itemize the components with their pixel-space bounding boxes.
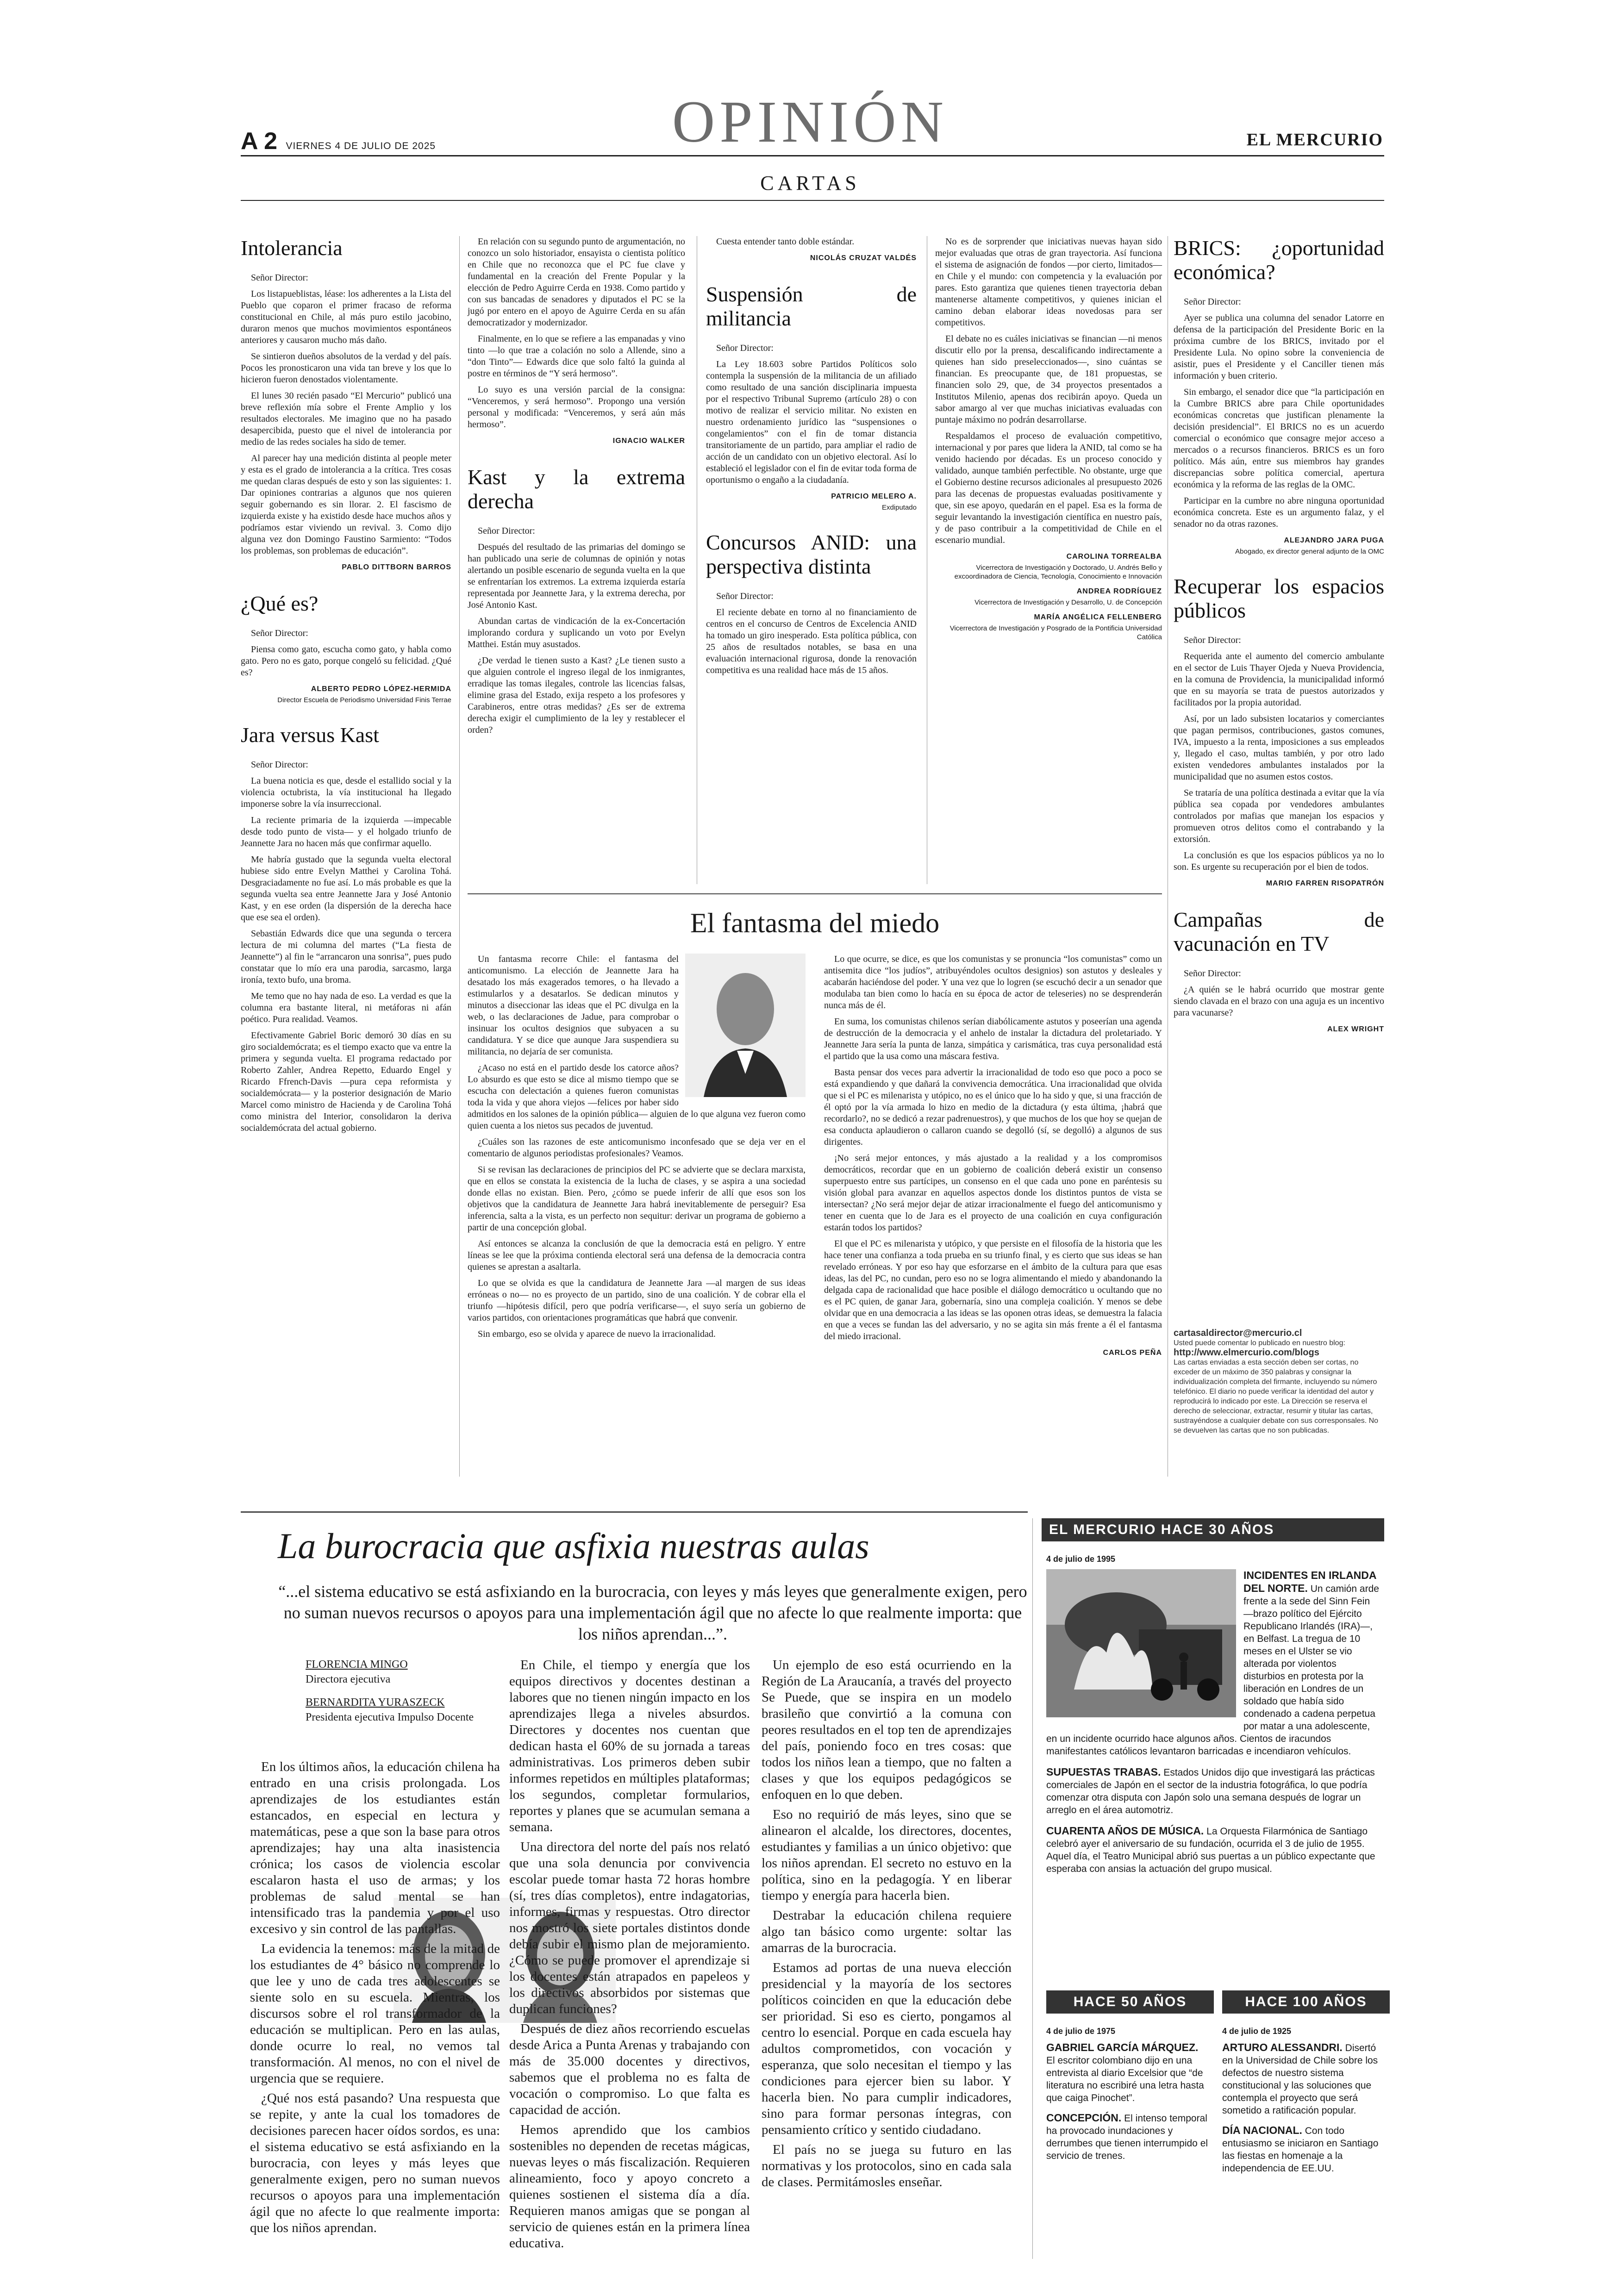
letter-salute: Señor Director: [251,273,308,283]
letter-signature: MARIO FARREN RISOPATRÓN [1266,879,1384,887]
section-title: OPINIÓN [672,89,949,155]
letter-paragraph: Me temo que no hay nada de eso. La verdad es que la columna era bastante literal, ni metáforas ni afán poético. Pura realidad. Veamos. [241,991,451,1024]
editorial-paragraph: Un ejemplo de eso está ocurriendo en la Región de La Araucanía, a través del proyecto Se Puede, que se inspira en un modelo brasileño que convirtió a la comuna con peores resultados en el top ten de aprendizajes del país, poniendo foco en tres cosas: que todos los niños lean a tiempo, que no falten a clases y que los equipos pedagógicos se enfoquen en lo que deben. [762,1658,1012,1802]
opinion-column-right [824,954,1162,1360]
column-paragraph: El que el PC es milenarista y utópico, y que persiste en el filosofía de la historia que les hace tener una confianza a toda prueba en su triunfo final, y es cierto que sus ideas se han revelado erróneas. Y por eso hay que esforzarse en el ámbito de la cultura para que esas ideas, las del PC, no cundan, pero eso no se logra alimentando el miedo y abandonando la delgada capa de racionalidad que hace posible el diálogo democrático u ocultando que no es el PC quien, de ganar Jara, gobernaría, sino una compleja coalición. Y menos se debe olvidar que en una democracia a las ideas se las oponen otras ideas, se demuestra la falacia en que a veces se fundan las del adversario, y no se agita sin más frente a él el fantasma del miedo irracional. [824,1239,1162,1341]
column-paragraph: Un fantasma recorre Chile: el fantasma del anticomunismo. La elección de Jeannette Jara ha desatado los más exagerados temores, o ha llevado a estimularlos y a desatarlos. Se dedican minutos y minutos a diseccionar las ideas que el PC divulga en la web, o las declaraciones de Jadue, para comprobar o insinuar los ocultos designios que subyacen a su candidatura. Y se dice que aunque Jara suspendiera su militancia, no dejaría de ser comunista. [468,954,679,1057]
letter-signer-role: Director Escuela de Periodismo Universidad Finis Terrae [277,696,451,704]
letter-paragraph: Abundan cartas de vindicación de la ex-Concertación implorando cordura y suplicando un voto por Evelyn Matthei. Están muy asustados. [468,616,685,649]
letter-signer-role: Abogado, ex director general adjunto de la OMC [1235,548,1384,555]
hace-30-date: 4 de julio de 1995 [1046,1554,1116,1564]
letter-paragraph: Me habría gustado que la segunda vuelta electoral hubiese sido entre Evelyn Matthei y Carolina Tohá. Desgraciadamente no fue así. Lo más probable es que la segunda vuelta sea entre Jeannette Jara y José Antonio Kast, y en ese orden (la dispersión de la derecha hace que ese sea el orden). [241,854,451,923]
letter-paragraph: Requerida ante el aumento del comercio ambulante en el sector de Luis Thayer Ojeda y Nueva Providencia, en la comuna de Providencia, la municipalidad informó que en su mayoría se trata de puestos autorizados y facilitados por la propia autoridad. [1174,651,1384,708]
letter-signature: CAROLINA TORREALBA [1066,553,1162,561]
letter-signature: PATRICIO MELERO A. [831,493,917,500]
letter-title: Jara versus Kast [241,723,379,747]
letter-paragraph: No es de sorprender que iniciativas nuevas hayan sido mejor evaluadas que otras de gran trayectoria. Así funciona el sistema de asignación de fondos —por cierto, limitados— en Chile y el mundo: con competencia y la evaluación por pares. Esto garantiza que quienes tienen trayectoria deban mantenerse altamente competitivos, y quienes inician el camino deban elaborar ideas novedosas para ser competitivos. [935,237,1162,328]
letter-paragraph: La buena noticia es que, desde el estallido social y la violencia octubrista, la vía institucional ha llegado imponerse sobre la vía insurreccional. [241,776,451,809]
letter-intolerancia [241,236,451,573]
letter-paragraph: Se sintieron dueños absolutos de la verdad y del país. Pocos les pronosticaron una vida tan breve y los que lo hicieron fueron denostados violentamente. [241,351,451,385]
blog-link[interactable]: http://www.elmercurio.com/blogs [1174,1347,1319,1358]
letter-title: Campañas de vacunación en TV [1174,908,1384,955]
archive-headline: DÍA NACIONAL. [1222,2124,1302,2136]
column-paragraph: Basta pensar dos veces para advertir la irracionalidad de todo eso que poco a poco se está expandiendo y que dañará la convivencia democrática. Una irracionalidad que olvida que si el PC es milenarista y utópico, no es el único que lo ha sido y que, si una fracción de él optó por la vía armada lo hizo en medio de la dictadura (y esta última, ¡habrá que recordarlo?, no se dedicó a rezar padrenuestros), y que muchos de los que hoy se quejan de esa conducta aplaudieron o callaron cuando se degolló (sí, se degolló) a algunos de sus dirigentes. [824,1067,1162,1147]
column-paragraph: Lo que se olvida es que la candidatura de Jeannette Jara —al margen de sus ideas erróneas o no— no es proyecto de un partido, sino de una coalición. Y de cobrar ella el triunfo —hipótesis difícil, pero que podría verificarse—, el suyo sería un gobierno de varios partidos, con orientaciones programáticas que habrá que convenir. [468,1278,806,1323]
letter-signature: IGNACIO WALKER [612,437,685,445]
hace-50-date: 4 de julio de 1975 [1046,2027,1116,2036]
letters-column-4 [935,236,1162,660]
archive-text: Con todo entusiasmo se iniciaron en Santiago las fiestas en homenaje a la independencia de EE.UU. [1222,2126,1379,2174]
editorial-paragraph: Hemos aprendido que los cambios sostenibles no dependen de recetas mágicas, nuevas leyes o más fiscalización. Requieren alineamiento, foco y apoyo concreto a quienes sostienen el sistema día a día. Requieren manos amigas que se pongan al servicio de quienes están en la primera línea educativa. [509,2122,750,2251]
editorial-paragraph: Una directora del norte del país nos relató que una sola denuncia por convivencia escolar puede tomar hasta 72 horas hombre (sí, tres días completos), entre indagatorias, informes, firmas y respuestas. Otro director nos mostró los siete portales distintos donde debía subir el mismo plan de mejoramiento. ¿Cómo se puede promover el aprendizaje si los docentes están atrapados en papeleos y los directivos absorbidos por sistemas que duplican funciones? [509,1840,750,2016]
column-paragraph: ¡No será mejor entonces, y más ajustado a la realidad y a los compromisos democráticos, recordar que en un gobierno de coalición deberá existir un consenso superpuesto entre sus partícipes, un consenso en el que cada uno pone en paréntesis su visión global para avanzar en aquellos aspectos donde los distintos puntos de vista se intersectan? ¿No será mejor dejar de atizar irracionalmente el fuego del anticomunismo y tener en cuenta que lo de Jara es el proyecto de una coalición en cuya configuración estarán todos los partidos? [824,1153,1162,1233]
letters-column-1 [241,236,451,1139]
letter-title: BRICS: ¿oportunidad económica? [1174,236,1384,284]
letter-title: ¿Qué es? [241,592,319,615]
column-paragraph: Así entonces se alcanza la conclusión de que la democracia está en peligro. Y entre líneas se lee que la próxima contienda electoral será una defensa de la democracia contra quienes se aprestan a asaltarla. [468,1239,806,1272]
letters-column-5 [1174,236,1384,1036]
letter-signature: NICOLÁS CRUZAT VALDÉS [810,254,917,262]
page-number: A 2 [241,128,277,155]
letter-signature: ALEJANDRO JARA PUGA [1284,536,1384,544]
letter-salute: Señor Director: [1184,968,1241,979]
column-paragraph: Lo que ocurre, se dice, es que los comunistas y se pronuncia “los comunistas” como un antisemita dice “los judíos”, atribuyéndoles ocultos designios) son astutos y desleales y acabarán haciéndose del poder. Y una vez que lo logren (se escuchó decir a un senador que modulaba tan bien como lo hacía en su época de actor de teleseries) no se desprenderán nunca más de él. [824,954,1162,1010]
opinion-column-left [468,954,806,1345]
archive-headline: CONCEPCIÓN. [1046,2112,1122,2124]
archive-headline: INCIDENTES EN IRLANDA DEL NORTE. [1243,1569,1376,1594]
letter-salute: Señor Director: [251,760,308,770]
editorial-column-1 [250,1759,500,2240]
column-divider [459,236,460,1477]
letter-paragraph: Así, por un lado subsisten locatarios y comerciantes que pagan permisos, contribuciones, gastos comunes, IVA, impuesto a la renta, imposiciones a sus empleados y, llegado el caso, multas también, y por otro lado existen vendedores ambulantes instalados por la municipalidad que no asumen estos costos. [1174,714,1384,782]
letter-suspension-militancia [706,282,917,512]
archive-headline: SUPUESTAS TRABAS. [1046,1766,1161,1778]
column-paragraph: ¿Acaso no está en el partido desde los catorce años? Lo absurdo es que esto se dice al mismo tiempo que se escucha con delectación a quienes fueron comunistas toda la vida y que ahora viejos —felices por haber sido admitidos en los salones de la opinión pública— alguien de lo que alguna vez fueron como quien cuenta a los nietos sus pecados de juventud. [468,1063,806,1131]
letter-kast-extrema-derecha [468,465,685,736]
column-paragraph: Sin embargo, eso se olvida y aparece de nuevo la irracionalidad. [478,1329,716,1339]
column-paragraph: Si se revisan las declaraciones de principios del PC se advierte que se declara marxista, que en ellos se constata la existencia de la lucha de clases, y se aspira a una sociedad donde ellas no existan. Bien. Pero, ¿cómo se puede inferir de allí que esos son los objetivos que la candidatura de Jeannette Jara habrá inevitablemente de perseguir? Esa inferencia, salta a la vista, es un perfecto non sequitur: derivar un programa de gobierno a partir de una concepción global. [468,1165,806,1233]
letter-signer-role: Vicerrectora de Investigación y Desarrollo, U. de Concepción [974,599,1162,606]
letter-paragraph: Ayer se publica una columna del senador Latorre en defensa de la participación del Presidente Boric en la próxima cumbre de los BRICS, invitado por el Presidente Lula. No opino sobre la conveniencia de asistir, pues el Presidente y el Canciller tienen más información y buen criterio. [1174,313,1384,381]
letter-salute: Señor Director: [1184,297,1241,307]
column-paragraph: ¿Cuáles son las razones de este anticomunismo inconfesado que se deja ver en el comentario de algunos periodistas profesionales? Veamos. [468,1137,806,1159]
column-author: CARLOS PEÑA [1103,1349,1162,1357]
editorial-paragraph: Destrabar la educación chilena requiere algo tan básico como urgente: soltar las amarras de la burocracia. [762,1908,1012,1955]
letter-signer-role: Vicerrectora de Investigación y Doctorado, U. Andrés Bello y excoordinadora de Ciencia, Tecnología, Conocimiento e Innovación [954,564,1162,580]
letter-salute: Señor Director: [251,628,308,638]
letter-que-es [241,592,451,705]
letter-signature: PABLO DITTBORN BARROS [342,563,451,571]
letter-jara-versus-kast [241,723,451,1134]
letter-paragraph: La conclusión es que los espacios públicos ya no lo son. Es urgente su recuperación por el bien de todos. [1174,850,1384,872]
page-header-left [241,127,436,155]
editorial-paragraph: La evidencia la tenemos: más de la mitad de los estudiantes de 4° básico no comprende lo que lee y uno de cada tres adolescentes se siente solo en su escuela. Mientras, los discursos sobre el rol transformador de la educación se multiplican. Pero en las aulas, donde ocurre lo real, no vemos tal transformación. Al menos, no con el nivel de urgencia que se requiere. [250,1941,500,2086]
letter-signature: ALBERTO PEDRO LÓPEZ-HERMIDA [311,685,451,693]
burning-truck-photo-icon [1046,1569,1236,1717]
archive-photo-belfast [1046,1569,1236,1717]
letter-paragraph: El debate no es cuáles iniciativas se financian —ni menos discutir ello por la prensa, descalificando indirectamente a quienes han sido preseleccionados—, sino cuántas se financian. Es preocupante que, de 181 propuestas, se financien solo 29, que, de 34 proyectos presentados a Institutos Milenio, apenas dos recibirán apoyo. Queda un sabor amargo al ver que muchas iniciativas evaluadas con puntaje máximo no podrán desarrollarse. [935,334,1162,425]
letter-title: Intolerancia [241,236,343,260]
contact-box [1174,1328,1384,1435]
letter-title: Kast y la extrema derecha [468,465,685,513]
contact-policy: Las cartas enviadas a esta sección deben ser cortas, no exceder de un máximo de 350 palabras y consignar la individualización completa del firmante, incluyendo su número telefónico. El diario no puede verificar la identidad del autor y reproducirá lo indicado por este. La Dirección se reserva el derecho de seleccionar, extractar, resumir y titular las cartas, sustrayéndose a cualquier debate con sus corresponsales. No se devuelven las cartas que no son publicadas. [1174,1359,1379,1434]
hace-100-date: 4 de julio de 1925 [1222,2027,1292,2036]
hace-100-section [1222,2025,1384,2175]
letter-paragraph: Se trataría de una política destinada a evitar que la vía pública sea copada por vendedores ambulantes controlados por mafias que manejan los espacios y promueven otros delitos como el contrabando y la extorsión. [1174,788,1384,844]
sidebar-divider [1032,1518,1033,2259]
author-portrait-icon [685,954,806,1097]
subsection-rule [241,200,1384,201]
header-rule [241,155,1384,156]
letter-paragraph: En relación con su segundo punto de argumentación, no conozco un solo historiador, ensayista o cientista político en Chile que no reconozca que el PC fue clave y fundamental en la creación del Frente Popular y la elección de Pedro Aguirre Cerda en 1938. Como partido y con sus bancadas de senadores y diputados el PC se la jugó por entero en el apoyo de Aguirre Cerda en su afán democratizador y modernizador. [468,237,685,328]
letter-concursos-anid [706,530,917,676]
letter-espacios-publicos [1174,574,1384,889]
letters-column-2 [468,236,685,741]
column-paragraph: En suma, los comunistas chilenos serían diabólicamente astutos y poseerían una agenda de destrucción de la democracia y el anhelo de instalar la dictadura del proletariado. Y Jeannette Jara sería la punta de lanza, simpática y carismática, tras cuya personalidad está el partido que la usa como una máscara festiva. [824,1017,1162,1061]
letter-salute: Señor Director: [716,343,774,353]
letter-paragraph: Piensa como gato, escucha como gato, y habla como gato. Pero no es gato, porque congeló su felicidad. ¿Qué es? [241,644,451,678]
letter-paragraph: Finalmente, en lo que se refiere a las empanadas y vino tinto —lo que trae a colación no solo a Allende, sino a “don Tinto”— Edwards dice que solo faltó la guinda al postre en términos de “Y será hermoso”. [468,334,685,379]
editorial-paragraph: Después de diez años recorriendo escuelas desde Arica a Punta Arenas y trabajando con más de 35.000 docentes y directivos, sabemos que el problema no es falta de vocación o compromiso. Lo que falta es capacidad de acción. [509,2021,750,2117]
editorial-paragraph: El país no se juega su futuro en las normativas y los protocolos, sino en cada sala de clases. Permitámosles enseñar. [762,2142,1012,2189]
letter-paragraph: Participar en la cumbre no abre ninguna oportunidad económica concreta. Este es un argumento falaz, y el senador no da otras razones. [1174,496,1384,529]
letter-title: Suspensión de militancia [706,282,917,330]
letter-signer-role: Exdiputado [881,504,917,511]
editorial-top-rule [241,1511,1028,1513]
author-role: Directora ejecutiva [306,1673,391,1685]
letter-paragraph: La Ley 18.603 sobre Partidos Políticos solo contempla la suspensión de la militancia de un afiliado como resultado de una sanción disciplinaria impuesta por el respectivo Tribunal Supremo (artículo 28) o con motivo de realizar el servicio militar. No existen en nuestro ordenamiento jurídico las “suspensiones o congelamientos” con el fin de tomar distancia transitoriamente de un partido, para ampliar el radio de acción de un candidato con un objetivo electoral. Así lo estableció el legislador con el fin de evitar toda forma de oportunismo o engaño a la ciudadanía. [706,359,917,485]
editorial-paragraph: Estamos ad portas de una nueva elección presidencial y la mayoría de los sectores políticos coinciden en que la educación debe ser prioridad. Si eso es cierto, pongamos al centro lo esencial. Porque en cada escuela hay adultos comprometidos, con vocación y esperanza, que solo necesitan el tiempo y las condiciones para ejercer bien su labor. Y hacerla bien. No para cumplir indicadores, sino para formar personas íntegras, con pensamiento crítico y sentido ciudadano. [762,1960,1012,2137]
archive-headline: ARTURO ALESSANDRI. [1222,2041,1343,2053]
archive-text: La Orquesta Filarmónica de Santiago celebró ayer el aniversario de su fundación, ocurrida el 3 de julio de 1955. Aquel día, el Teatro Municipal abrió sus puertas a un público expectante que esperaba con ansias la actuación del grupo musical. [1046,1826,1375,1874]
archive-headline: CUARENTA AÑOS DE MÚSICA. [1046,1825,1204,1837]
author-name: FLORENCIA MINGO [306,1659,408,1671]
letter-title: Recuperar los espacios públicos [1174,574,1384,622]
letter-brics [1174,236,1384,556]
letter-paragraph: El lunes 30 recién pasado “El Mercurio” publicó una breve reflexión mía sobre el Frente Amplio y los resultados electorales. Me imagino que no ha pasado desapercibida, puesto que el nivel de intolerancia por medio de las redes sociales ha sido de temer. [241,391,451,447]
archive-text: Estados Unidos dijo que investigará las prácticas comerciales de Japón en el sector de la industria fotográfica, lo que podría comenzar otra disputa con Japón solo una semana después de lograr un arreglo en el área automotriz. [1046,1767,1375,1815]
letter-paragraph: Efectivamente Gabriel Boric demoró 30 días en su giro socialdemócrata; es el tiempo exacto que va entre la primera y segunda vuelta. El programa redactado por Roberto Zahler, Andrea Repetto, Eduardo Engel y Ricardo Ffrench-Davis —pura cepa reformista y socialdemócrata— y la posterior designación de Mario Marcel como ministro de Hacienda y de Carolina Tohá como ministra del Interior, consolidaron la deriva socialdemócrata del actual gobierno. [241,1030,451,1133]
letter-paragraph: Respaldamos el proceso de evaluación competitivo, internacional y por pares que lidera la ANID, tal como se ha venido haciendo por décadas. Es un proceso conocido y validado, aunque también perfectible. No obstante, urge que el Gobierno destine recursos adicionales al presupuesto 2026 para las decenas de propuestas evaluadas positivamente y que, sin ese apoyo, quedarán en el papel. Esa es la forma de seguir levantando la investigación científica en nuestro país, y de paso contribuir a la competitividad de Chile en el escenario mundial. [935,431,1162,545]
letter-paragraph: Sebastián Edwards dice que una segunda o tercera lectura de mi columna del martes (“La fiesta de Jeannette”) al fin le “arrancaron una sonrisa”, pues pudo constatar que lo mío era una parodia, sarcasmo, larga ironía, texto bufo, una broma. [241,929,451,985]
editorial-paragraph: Eso no requirió de más leyes, sino que se alinearon el alcalde, los directores, docentes, estudiantes y familias a un único objetivo: que los niños aprendan. El secreto no estuvo en la política, sino en la pedagogía. Y en liberar tiempo y energía para hacerla bien. [762,1807,1012,1903]
letter-title: Concursos ANID: una perspectiva distinta [706,530,917,578]
editorial-authors [306,1657,500,1725]
hace-50-header: HACE 50 AÑOS [1046,1990,1214,2014]
hace-50-section [1046,2025,1208,2162]
subsection-title: CARTAS [760,172,860,194]
letter-paragraph: ¿De verdad le tienen susto a Kast? ¿Le tienen susto a que alguien controle el ingreso ilegal de los inmigrantes, erradique las tomas ilegales, controle las licencias falsas, elimine grasa del Estado, exija respeto a los profesores y Carabineros, entre otras medidas? ¿Es ser de extrema derecha exigir el cumplimiento de la ley y restablecer el orden? [468,655,685,735]
author-photo [685,954,806,1097]
archive-headline: GABRIEL GARCÍA MÁRQUEZ. [1046,2041,1199,2053]
letter-paragraph: La reciente primaria de la izquierda —impecable desde todo punto de vista— y el holgado triunfo de Jeannette Jara no hacen más que confirmar aquello. [241,815,451,848]
letter-signature: MARÍA ANGÉLICA FELLENBERG [1034,613,1162,621]
column-top-rule [468,893,1162,894]
hace-100-header: HACE 100 AÑOS [1222,1990,1390,2014]
letter-salute: Señor Director: [478,526,535,536]
letter-paragraph: ¿A quién se le habrá ocurrido que mostrar gente siendo clavada en el brazo con una aguja es un incentivo para vacunarse? [1174,985,1384,1018]
letter-paragraph: Al parecer hay una medición distinta al people meter y esta es el grado de intolerancia a la crítica. Tres cosas me quedan claras después de esto y son las siguientes: 1. Dar opiniones contrarias a algunos que nos quieren seguir gobernando es sin llorar. 2. El fascismo de izquierda existe y ha existido desde hace muchos años y podríamos estar viviendo un revival. 3. Como dijo alguna vez don Domingo Faustino Sarmiento: “Todos los problemas, son problemas de educación”. [241,453,451,556]
hace-30-header: EL MERCURIO HACE 30 AÑOS [1042,1518,1384,1541]
editorial-paragraph: En Chile, el tiempo y energía que los equipos directivos y docentes destinan a labores que no tienen ningún impacto en los aprendizajes llega a niveles absurdos. Directores y docentes nos cuentan que dedican hasta el 60% de su jornada a tareas administrativas. Los primeros deben subir informes repetidos en múltiples plataformas; los segundos, completar formularios, reportes y planes que se acumulan semana a semana. [509,1658,750,1834]
editorial-column-2 [509,1657,750,2255]
opinion-column-title: El fantasma del miedo [690,908,940,938]
contact-email[interactable]: cartasaldirector@mercurio.cl [1174,1328,1302,1338]
contact-note: Usted puede comentar lo publicado en nuestro blog: [1174,1339,1345,1347]
archive-text: El intenso temporal ha provocado inundaciones y derrumbes que tienen interrumpido el servicio de trenes. [1046,2113,1208,2161]
letter-salute: Señor Director: [716,591,774,601]
letter-paragraph: Sin embargo, el senador dice que “la participación en la Cumbre BRICS abre para Chile oportunidades económicas concretas que justifican plenamente la decisión presidencial”. El BRICS no es un acuerdo comercial o económico que consagre mejor acceso a mercados o a recursos financieros. BRICS es un foro político. Más aún, entre sus miembros hay grandes discrepancias sobre política comercial, apertura económica y la reforma de las reglas de la OMC. [1174,387,1384,490]
letter-signer-role: Vicerrectora de Investigación y Posgrado de la Pontificia Universidad Católica [949,624,1162,641]
hace-30-section [1046,1553,1380,1883]
letter-paragraph: Lo suyo es una versión parcial de la consigna: “Venceremos, y será hermoso”. Propongo una versión personal y modificada: “Venceremos, y será aún más hermoso”. [468,385,685,430]
editorial-paragraph: ¿Qué nos está pasando? Una respuesta que se repite, y ante la cual los tomadores de decisiones parecen hacer oídos sordos, es una: el sistema educativo se está asfixiando en la burocracia, con leyes y más leyes que generalmente exigen, pero no suman nuevos recursos o apoyos para una implementación ágil que no afecte lo que realmente importa: que los niños aprendan. [250,2091,500,2235]
letter-signature: ALEX WRIGHT [1327,1025,1384,1033]
letter-vacunacion-tv [1174,908,1384,1035]
editorial-title: La burocracia que asfixia nuestras aulas [278,1526,869,1566]
editorial-quote: “...el sistema educativo se está asfixiando en la burocracia, con leyes y más leyes que generalmente exigen, pero no suman nuevos recursos o apoyos para una implementación ágil que no afecte lo que realmente importa: que los niños aprendan...”. [278,1582,1027,1643]
editorial-paragraph: En los últimos años, la educación chilena ha entrado en una crisis prolongada. Los aprendizajes de los estudiantes están estancados, en especial en lectura y matemáticas, pese a que son la base para otros aprendizajes; hay una alta inasistencia crónica; los casos de violencia escolar escalaron hasta el uso de armas; y los problemas de salud mental se han intensificado tras la pandemia y por el uso excesivo y sin control de las pantallas. [250,1759,500,1936]
author-role: Presidenta ejecutiva Impulso Docente [306,1711,474,1723]
letter-signature: ANDREA RODRÍGUEZ [1076,587,1162,595]
author-name: BERNARDITA YURASZECK [306,1696,445,1709]
editorial-column-3 [762,1657,1012,2194]
issue-date: VIERNES 4 DE JULIO DE 2025 [286,141,436,151]
letter-paragraph: Cuesta entender tanto doble estándar. [716,237,855,247]
letter-paragraph: Después del resultado de las primarias del domingo se han publicado una serie de columnas de opinión y notas alertando un posible escenario de segunda vuelta en la que se enfrentarían los extremos. La extrema izquierda estaría representada por Jeannette Jara, y la extrema derecha, por José Antonio Kast. [468,542,685,610]
letters-column-3 [706,236,917,681]
archive-text: El escritor colombiano dijo en una entrevista al diario Excelsior que “de literatura no escribiré una letra hasta que caiga Pinochet”. [1046,2055,1204,2103]
archive-text: Disertó en la Universidad de Chile sobre los defectos de nuestro sistema constitucional y las soluciones que contempla el proyecto que será sometido a ratificación popular. [1222,2043,1378,2116]
letter-paragraph: Los listapueblistas, léase: los adherentes a la Lista del Pueblo que coparon el primer fracaso de reforma constitucional en Chile, al más puro estilo jacobino, duraron menos que muchos movimientos espontáneos anteriores y causaron mucho más daño. [241,289,451,345]
letter-paragraph: El reciente debate en torno al no financiamiento de centros en el concurso de Centros de Excelencia ANID ha tomado un giro inesperado. Esta política pública, con 25 años de resultados notables, se basa en una evaluación internacional rigurosa, donde la renovación competitiva es una realidad hace más de 15 años. [706,607,917,675]
newspaper-brand: EL MERCURIO [1246,130,1383,150]
letter-salute: Señor Director: [1184,635,1241,645]
archive-text: Un camión arde frente a la sede del Sinn Fein —brazo político del Ejército Republicano Irlandés (IRA)—, en Belfast. La tregua de 10 meses en el Ulster se vio alterada por violentos disturbios en protesta por la liberación en Londres de un soldado que había sido condenado a cadena perpetua por matar a una adolescente, en un incidente ocurrido hace algunos años. Cientos de iracundos manifestantes católicos levantaron barricadas e incendiaron vehículos. [1046,1584,1379,1757]
